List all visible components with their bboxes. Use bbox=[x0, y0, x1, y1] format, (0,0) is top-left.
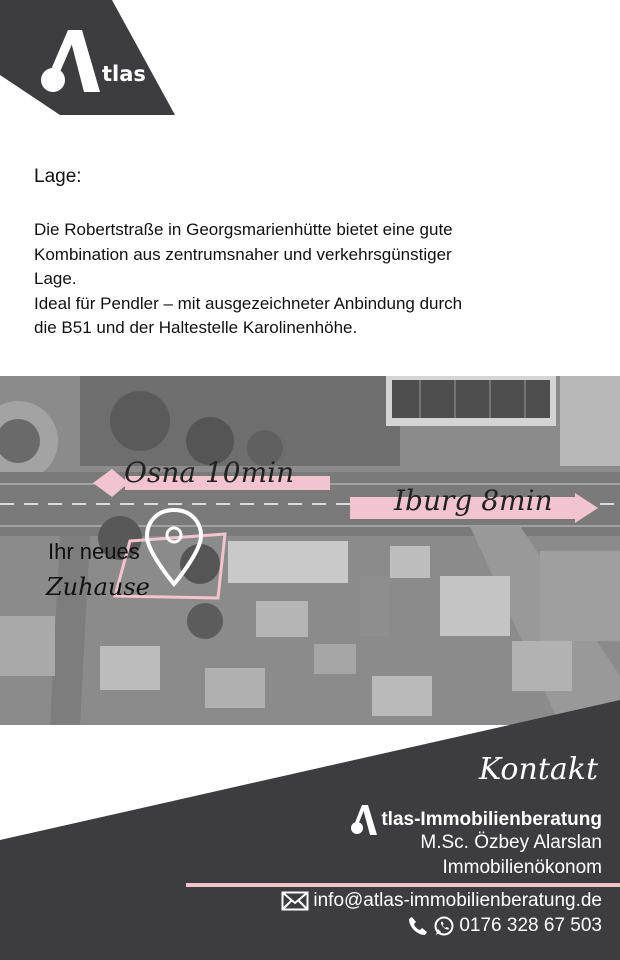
logo-corner-banner bbox=[0, 0, 175, 115]
whatsapp-icon bbox=[433, 915, 455, 937]
section-title: Lage: bbox=[34, 166, 82, 187]
home-label-line1: Ihr neues bbox=[48, 539, 140, 564]
description-line: Lage. bbox=[34, 269, 77, 288]
osna-label: Osna 10min bbox=[124, 456, 295, 489]
phone-icon bbox=[407, 915, 429, 937]
logo-text: tlas bbox=[102, 62, 146, 86]
person-role: Immobilienökonom bbox=[442, 857, 602, 878]
description-line: Ideal für Pendler – mit ausgezeichneter Anbindung durch bbox=[34, 293, 463, 313]
envelope-icon bbox=[281, 891, 309, 911]
description-line: die B51 und der Haltestelle Karolinenhöhe. bbox=[34, 318, 358, 337]
atlas-logo-small-icon bbox=[351, 805, 377, 835]
email-row[interactable] bbox=[281, 890, 602, 912]
location-description bbox=[34, 218, 574, 341]
contact-heading: Kontakt bbox=[478, 752, 598, 787]
home-label-line2: Zuhause bbox=[46, 573, 150, 601]
person-name: M.Sc. Özbey Alarslan bbox=[420, 832, 602, 853]
phone-row[interactable] bbox=[407, 915, 602, 937]
email-text[interactable]: info@atlas-immobilienberatung.de bbox=[313, 890, 602, 911]
phone-text[interactable]: 0176 328 67 503 bbox=[459, 915, 602, 936]
description-line: Die Robertstraße in Georgsmarienhütte bietet eine gute bbox=[34, 220, 453, 239]
company-name bbox=[351, 805, 602, 835]
iburg-label: Iburg 8min bbox=[394, 484, 553, 517]
company-name-text: tlas-Immobilienberatung bbox=[381, 809, 602, 830]
description-line: Kombination aus zentrumsnaher und verkehrsgünstiger bbox=[34, 244, 452, 264]
divider bbox=[186, 883, 620, 887]
